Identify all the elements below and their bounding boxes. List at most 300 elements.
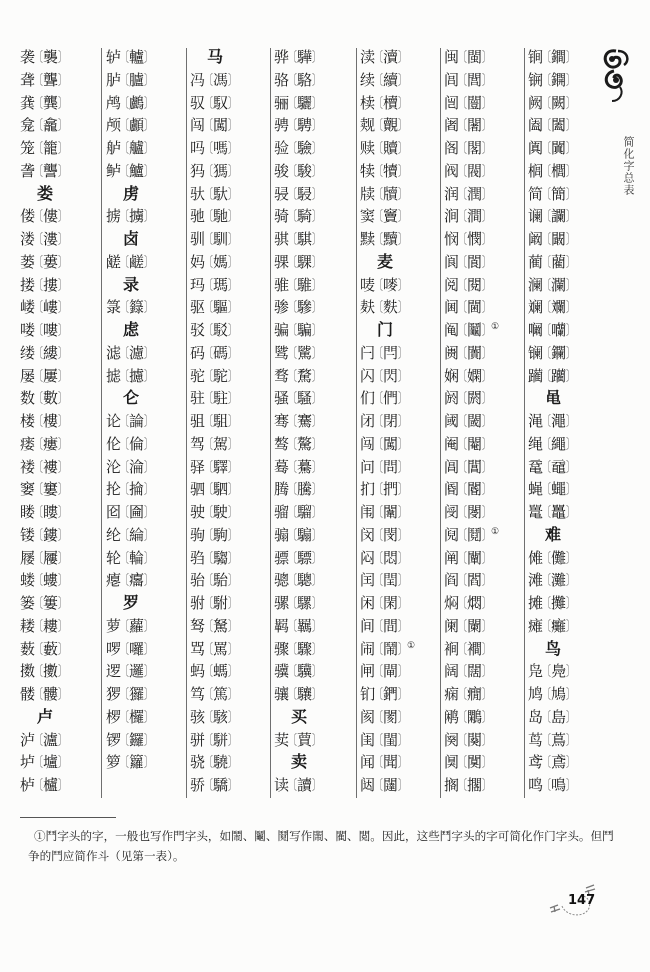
close-bracket: 〕 xyxy=(566,254,574,271)
character-entry xyxy=(360,547,442,570)
traditional-char: 聾 xyxy=(43,70,59,89)
close-bracket: 〕 xyxy=(312,254,320,271)
open-bracket: 〔 xyxy=(375,778,383,794)
traditional-char: 蔦 xyxy=(551,730,567,749)
close-bracket: 〕 xyxy=(228,596,236,612)
radical-heading: 门 xyxy=(376,320,393,339)
open-bracket: 〔 xyxy=(205,687,213,703)
character-entry xyxy=(444,547,526,570)
traditional-char: 駑 xyxy=(213,616,229,635)
character-entry xyxy=(528,251,610,274)
character-entry xyxy=(360,569,442,592)
column-divider xyxy=(186,48,187,798)
traditional-char: 褸 xyxy=(43,457,59,476)
open-bracket: 〔 xyxy=(289,414,297,430)
close-bracket: 〕 xyxy=(144,95,152,112)
open-bracket: 〔 xyxy=(205,505,213,521)
character-entry xyxy=(360,501,442,524)
simplified-char: 数 xyxy=(20,389,36,408)
simplified-char: 胪 xyxy=(106,70,122,89)
simplified-char: 驷 xyxy=(190,480,206,499)
traditional-char: 騁 xyxy=(297,116,313,135)
open-bracket: 〔 xyxy=(205,209,213,226)
traditional-char: 嘜 xyxy=(383,275,399,294)
open-bracket: 〔 xyxy=(289,277,297,294)
traditional-char: 閘 xyxy=(383,662,399,681)
radical-heading: 仑 xyxy=(122,388,139,408)
character-entry xyxy=(274,774,356,797)
character-entry xyxy=(444,660,526,683)
simplified-char: 犸 xyxy=(190,161,206,180)
close-bracket: 〕 xyxy=(482,391,490,408)
character-entry xyxy=(190,638,272,661)
traditional-char: 闥 xyxy=(383,776,399,794)
close-bracket: 〕 xyxy=(482,687,490,703)
character-entry xyxy=(360,524,442,547)
simplified-char: 间 xyxy=(360,616,376,635)
open-bracket: 〔 xyxy=(375,436,383,453)
open-bracket: 〔 xyxy=(289,436,297,453)
simplified-char: 问 xyxy=(360,457,376,476)
character-entry xyxy=(360,592,442,615)
traditional-char: 駒 xyxy=(213,525,229,544)
open-bracket: 〔 xyxy=(35,596,43,612)
close-bracket: 〕 xyxy=(566,755,574,772)
simplified-char: 骏 xyxy=(274,161,290,180)
simplified-char: 瘪 xyxy=(106,571,122,590)
open-bracket: 〔 xyxy=(543,95,551,112)
character-entry xyxy=(274,46,356,69)
simplified-char: 褛 xyxy=(20,457,36,476)
simplified-char: 阐 xyxy=(444,548,460,567)
character-entry xyxy=(444,615,526,638)
simplified-char: 谰 xyxy=(528,207,544,226)
simplified-char: 髅 xyxy=(20,685,36,703)
radical-heading: 难 xyxy=(544,524,561,544)
close-bracket: 〕 xyxy=(398,50,406,66)
close-bracket: 〕 xyxy=(566,95,574,112)
simplified-char: 蝼 xyxy=(20,571,36,590)
traditional-char: 鱸 xyxy=(129,161,145,180)
simplified-char: 骇 xyxy=(190,707,206,726)
simplified-char: 阑 xyxy=(444,616,460,635)
open-bracket: 〔 xyxy=(121,345,129,362)
character-entry xyxy=(528,205,610,228)
traditional-char: 聞 xyxy=(383,753,399,772)
character-entry xyxy=(20,387,102,410)
open-bracket: 〔 xyxy=(459,755,467,772)
open-bracket: 〔 xyxy=(35,72,43,89)
open-bracket: 〔 xyxy=(543,323,551,339)
simplified-char: 鸠 xyxy=(528,685,544,703)
character-entry xyxy=(190,478,272,501)
close-bracket: 〕 xyxy=(58,687,66,703)
character-entry xyxy=(20,478,102,501)
simplified-char: 阉 xyxy=(444,434,460,453)
open-bracket: 〔 xyxy=(121,755,129,772)
traditional-char: 簍 xyxy=(43,594,59,612)
close-bracket: 〕 xyxy=(312,141,320,157)
traditional-char: 鐦 xyxy=(551,70,567,89)
traditional-char: 玀 xyxy=(129,685,145,703)
simplified-char: 凫 xyxy=(528,662,544,681)
traditional-char: 讕 xyxy=(551,207,567,226)
simplified-char: 驯 xyxy=(190,230,206,248)
traditional-char: 騾 xyxy=(297,594,313,612)
close-bracket: 〕 xyxy=(144,254,152,271)
simplified-char: 斓 xyxy=(528,298,544,317)
simplified-char: 滤 xyxy=(106,343,122,362)
traditional-char: 驛 xyxy=(213,457,229,476)
open-bracket: 〔 xyxy=(543,118,551,135)
open-bracket: 〔 xyxy=(459,50,467,66)
close-bracket: 〕 xyxy=(58,300,66,317)
simplified-char: 闻 xyxy=(360,753,376,772)
open-bracket: 〔 xyxy=(205,391,213,408)
close-bracket: 〕 xyxy=(482,254,490,271)
simplified-char: 读 xyxy=(274,776,290,794)
radical-heading: 录 xyxy=(122,274,139,294)
character-entry xyxy=(444,183,526,206)
traditional-char: 螻 xyxy=(43,571,59,590)
traditional-char: 螞 xyxy=(213,662,229,681)
close-bracket: 〕 xyxy=(566,664,574,681)
table-column xyxy=(106,46,188,774)
traditional-char: 憫 xyxy=(467,230,483,248)
close-bracket: 〕 xyxy=(566,573,574,590)
open-bracket: 〔 xyxy=(121,436,129,453)
radical-heading: 买 xyxy=(290,706,307,726)
traditional-char: 淪 xyxy=(129,457,145,476)
simplified-char: 箓 xyxy=(106,298,122,317)
close-bracket: 〕 xyxy=(58,505,66,521)
traditional-char: 縷 xyxy=(43,343,59,362)
traditional-char: 驊 xyxy=(297,48,313,66)
character-entry xyxy=(190,433,272,456)
close-bracket: 〕 xyxy=(482,209,490,226)
traditional-char: 闖 xyxy=(383,434,399,453)
character-entry xyxy=(106,456,188,479)
close-bracket: 〕 xyxy=(228,300,236,317)
traditional-char: 擱 xyxy=(467,776,483,794)
open-bracket: 〔 xyxy=(121,118,129,135)
radical-heading: 马 xyxy=(206,47,223,66)
simplified-char: 阅 xyxy=(444,275,460,294)
simplified-char: 驳 xyxy=(190,321,206,339)
character-entry xyxy=(20,547,102,570)
simplified-char: 椤 xyxy=(106,707,122,726)
simplified-char: 阚 xyxy=(528,230,544,248)
traditional-char: 們 xyxy=(383,389,399,408)
traditional-char: 囉 xyxy=(129,639,145,658)
traditional-char: 鍆 xyxy=(383,685,399,703)
open-bracket: 〔 xyxy=(375,345,383,362)
simplified-char: 骊 xyxy=(274,93,290,112)
open-bracket: 〔 xyxy=(543,141,551,157)
traditional-char: 儺 xyxy=(551,548,567,567)
character-entry xyxy=(190,751,272,774)
open-bracket: 〔 xyxy=(35,345,43,362)
table-column xyxy=(20,46,102,797)
traditional-char: 閻 xyxy=(467,571,483,590)
close-bracket: 〕 xyxy=(58,664,66,681)
open-bracket: 〔 xyxy=(35,323,43,339)
character-entry xyxy=(360,660,442,683)
simplified-char: 冯 xyxy=(190,70,206,89)
traditional-char: 瘻 xyxy=(43,434,59,453)
floral-ornament-icon xyxy=(598,47,634,103)
close-bracket: 〕 xyxy=(398,95,406,112)
simplified-char: 骈 xyxy=(190,730,206,749)
traditional-char: 閉 xyxy=(383,412,399,430)
simplified-char: 阓 xyxy=(444,343,460,362)
traditional-char: 嶁 xyxy=(43,298,59,317)
simplified-char: 袭 xyxy=(20,48,36,66)
traditional-char: 驀 xyxy=(297,457,313,476)
simplified-char: 黩 xyxy=(360,230,376,248)
traditional-char: 閫 xyxy=(467,298,483,317)
traditional-char: 駕 xyxy=(213,434,229,453)
character-entry xyxy=(444,274,526,297)
close-bracket: 〕 xyxy=(482,72,490,89)
simplified-char: 摅 xyxy=(106,366,122,385)
character-entry xyxy=(106,524,188,547)
open-bracket: 〔 xyxy=(375,664,383,681)
character-entry xyxy=(190,729,272,752)
simplified-char: 蒌 xyxy=(20,252,36,271)
open-bracket: 〔 xyxy=(375,277,383,294)
open-bracket: 〔 xyxy=(375,505,383,521)
character-entry xyxy=(528,706,610,729)
close-bracket: 〕 xyxy=(312,391,320,408)
traditional-char: 獁 xyxy=(213,161,229,180)
character-entry xyxy=(20,592,102,615)
traditional-char: 灘 xyxy=(551,571,567,590)
open-bracket: 〔 xyxy=(35,505,43,521)
close-bracket: 〕 xyxy=(482,277,490,294)
open-bracket: 〔 xyxy=(35,414,43,430)
close-bracket: 〕 xyxy=(144,300,152,317)
simplified-char: 续 xyxy=(360,70,376,89)
traditional-char: 數 xyxy=(43,389,59,408)
simplified-char: 㘎 xyxy=(528,321,544,339)
simplified-char: 骠 xyxy=(274,548,290,567)
traditional-char: 讋 xyxy=(43,161,59,180)
open-bracket: 〔 xyxy=(375,709,383,726)
close-bracket: 〕 xyxy=(566,732,574,749)
simplified-char: 觌 xyxy=(360,116,376,135)
close-bracket: 〕 xyxy=(482,482,490,499)
open-bracket: 〔 xyxy=(35,459,43,476)
simplified-char: 阇 xyxy=(444,116,460,135)
character-entry xyxy=(528,365,610,388)
radical-heading: 鸟 xyxy=(544,638,561,658)
open-bracket: 〔 xyxy=(35,664,43,681)
close-bracket: 〕 xyxy=(312,505,320,521)
traditional-char: 驪 xyxy=(297,93,313,112)
open-bracket: 〔 xyxy=(121,709,129,726)
open-bracket: 〔 xyxy=(121,209,129,226)
traditional-char: 騅 xyxy=(297,275,313,294)
character-entry xyxy=(190,615,272,638)
simplified-char: 阍 xyxy=(444,480,460,499)
close-bracket: 〕 xyxy=(398,72,406,89)
close-bracket: 〕 xyxy=(566,345,574,362)
character-entry xyxy=(528,274,610,297)
traditional-char: 漊 xyxy=(43,230,59,248)
simplified-char: 蚂 xyxy=(190,662,206,681)
character-entry xyxy=(190,706,272,729)
open-bracket: 〔 xyxy=(35,573,43,590)
open-bracket: 〔 xyxy=(459,482,467,499)
close-bracket: 〕 xyxy=(482,436,490,453)
close-bracket: 〕 xyxy=(398,436,406,453)
traditional-char: 藺 xyxy=(551,252,567,271)
simplified-char: 荬 xyxy=(274,730,290,749)
close-bracket: 〕 xyxy=(228,232,236,248)
simplified-char: 骝 xyxy=(274,503,290,521)
traditional-char: 騎 xyxy=(297,207,313,226)
traditional-char: 駭 xyxy=(213,707,229,726)
open-bracket: 〔 xyxy=(543,687,551,703)
traditional-char: 櫨 xyxy=(43,776,59,794)
character-entry xyxy=(444,729,526,752)
traditional-char: 籮 xyxy=(129,753,145,772)
simplified-char: 阋 xyxy=(444,525,460,544)
close-bracket: 〕 xyxy=(482,163,490,180)
table-column xyxy=(444,46,526,797)
open-bracket: 〔 xyxy=(289,573,297,590)
open-bracket: 〔 xyxy=(205,527,213,544)
simplified-char: 阄 xyxy=(444,321,460,339)
traditional-char: 駘 xyxy=(213,571,229,590)
close-bracket: 〕 xyxy=(312,345,320,362)
traditional-char: 閹 xyxy=(467,434,483,453)
open-bracket: 〔 xyxy=(543,368,551,385)
simplified-char: 骅 xyxy=(274,48,290,66)
open-bracket: 〔 xyxy=(289,186,297,203)
traditional-char: 犢 xyxy=(383,161,399,180)
close-bracket: 〕 xyxy=(58,618,66,635)
open-bracket: 〔 xyxy=(205,72,213,89)
character-entry xyxy=(106,433,188,456)
traditional-char: 鳶 xyxy=(551,753,567,772)
traditional-char: 駙 xyxy=(213,594,229,612)
simplified-char: 沦 xyxy=(106,457,122,476)
traditional-char: 馮 xyxy=(213,70,229,89)
traditional-char: 闈 xyxy=(383,503,399,521)
simplified-char: 闽 xyxy=(444,48,460,66)
traditional-char: 闖 xyxy=(213,116,229,135)
traditional-char: 驤 xyxy=(297,685,313,703)
traditional-char: 鳴 xyxy=(551,776,567,794)
open-bracket: 〔 xyxy=(289,596,297,612)
close-bracket: 〕 xyxy=(58,209,66,226)
close-bracket: 〕 xyxy=(312,459,320,476)
traditional-char: 間 xyxy=(383,616,399,635)
traditional-char: 闋 xyxy=(467,730,483,749)
traditional-char: 闠 xyxy=(467,343,483,362)
traditional-char: 驁 xyxy=(297,434,313,453)
close-bracket: 〕 xyxy=(482,732,490,749)
close-bracket: 〕 xyxy=(58,323,66,339)
traditional-char: 邏 xyxy=(129,662,145,681)
simplified-char: 驽 xyxy=(190,616,206,635)
character-entry xyxy=(20,69,102,92)
open-bracket: 〔 xyxy=(205,186,213,203)
close-bracket: 〕 xyxy=(312,323,320,339)
character-entry xyxy=(444,524,526,547)
simplified-char: 伦 xyxy=(106,434,122,453)
close-bracket: 〕 xyxy=(566,72,574,89)
traditional-char: 碼 xyxy=(213,343,229,362)
traditional-char: 櫝 xyxy=(383,93,399,112)
character-entry xyxy=(444,228,526,251)
traditional-char: 駐 xyxy=(213,389,229,408)
traditional-char: 屢 xyxy=(43,366,59,385)
open-bracket: 〔 xyxy=(289,618,297,635)
character-entry xyxy=(190,456,272,479)
open-bracket: 〔 xyxy=(459,436,467,453)
close-bracket: 〕 xyxy=(144,709,152,726)
character-entry xyxy=(20,319,102,342)
open-bracket: 〔 xyxy=(289,550,297,567)
close-bracket: 〕 xyxy=(482,505,490,521)
simplified-char: 笃 xyxy=(190,685,206,703)
traditional-char: 闡 xyxy=(467,548,483,567)
close-bracket: 〕 xyxy=(566,300,574,317)
simplified-char: 詟 xyxy=(20,161,36,180)
traditional-char: 竇 xyxy=(383,207,399,226)
close-bracket: 〕 xyxy=(566,505,574,521)
close-bracket: 〕 xyxy=(228,573,236,590)
close-bracket: 〕 xyxy=(566,186,574,203)
close-bracket: 〕 xyxy=(312,163,320,180)
close-bracket: 〕 xyxy=(482,414,490,430)
close-bracket: 〕 xyxy=(228,459,236,476)
close-bracket: 〕 xyxy=(144,641,152,658)
traditional-char: 馳 xyxy=(213,207,229,226)
traditional-char: 鳧 xyxy=(551,662,567,681)
simplified-char: 润 xyxy=(444,184,460,203)
close-bracket: 〕 xyxy=(58,436,66,453)
character-entry xyxy=(528,183,610,206)
open-bracket: 〔 xyxy=(289,778,297,794)
simplified-char: 轳 xyxy=(106,48,122,66)
footnote-marker: ① xyxy=(491,322,500,332)
traditional-char: 闊 xyxy=(467,662,483,681)
open-bracket: 〔 xyxy=(289,254,297,271)
simplified-char: 阏 xyxy=(444,389,460,408)
traditional-char: 駟 xyxy=(213,480,229,499)
simplified-char: 娴 xyxy=(444,366,460,385)
close-bracket: 〕 xyxy=(566,596,574,612)
character-entry xyxy=(190,205,272,228)
open-bracket: 〔 xyxy=(459,664,467,681)
close-bracket: 〕 xyxy=(144,72,152,89)
traditional-char: 馱 xyxy=(213,184,229,203)
open-bracket: 〔 xyxy=(121,664,129,681)
character-entry xyxy=(274,638,356,661)
open-bracket: 〔 xyxy=(543,664,551,681)
character-entry xyxy=(360,205,442,228)
open-bracket: 〔 xyxy=(121,505,129,521)
simplified-char: 闭 xyxy=(360,412,376,430)
close-bracket: 〕 xyxy=(58,163,66,180)
close-bracket: 〕 xyxy=(58,732,66,749)
traditional-char: 倫 xyxy=(129,434,145,453)
column-divider xyxy=(101,48,102,798)
